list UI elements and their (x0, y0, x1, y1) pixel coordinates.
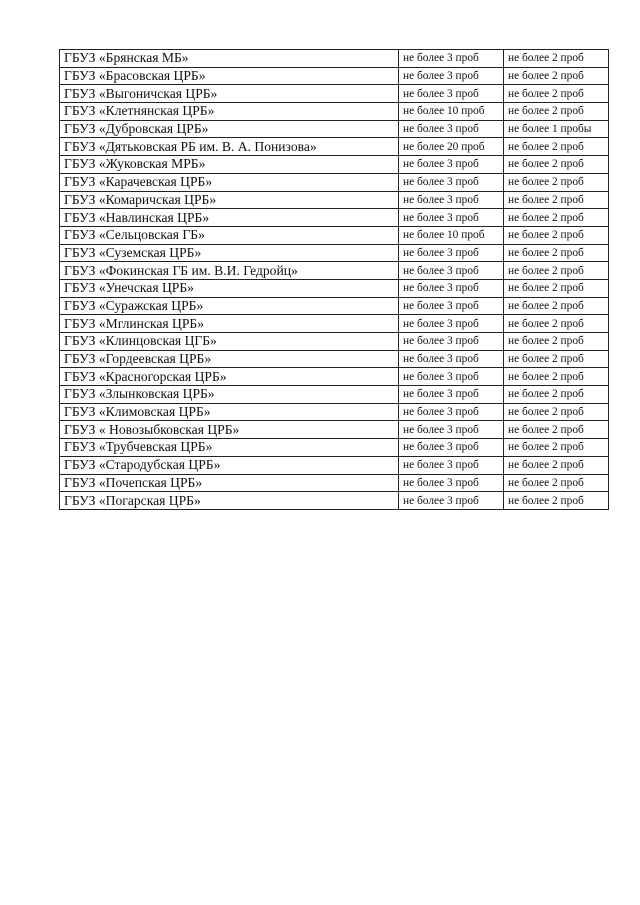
table-row (60, 315, 609, 333)
organization-name-cell: ГБУЗ «Унечская ЦРБ» (60, 279, 399, 297)
limit-cell-1: не более 3 проб (399, 67, 504, 85)
organization-name-cell: ГБУЗ «Трубчевская ЦРБ» (60, 439, 399, 457)
limit-cell-2: не более 2 проб (504, 262, 609, 280)
limit-cell-1: не более 3 проб (399, 262, 504, 280)
limit-cell-1: не более 3 проб (399, 209, 504, 227)
organization-name-cell: ГБУЗ «Фокинская ГБ им. В.И. Гедройц» (60, 262, 399, 280)
organization-name-cell: ГБУЗ «Почепская ЦРБ» (60, 474, 399, 492)
limit-cell-2: не более 2 проб (504, 297, 609, 315)
organization-name-cell: ГБУЗ « Новозыбковская ЦРБ» (60, 421, 399, 439)
limit-cell-1: не более 3 проб (399, 439, 504, 457)
table-row (60, 67, 609, 85)
table-row (60, 297, 609, 315)
table-row (60, 191, 609, 209)
limit-cell-2: не более 2 проб (504, 421, 609, 439)
organization-name-cell: ГБУЗ «Суражская ЦРБ» (60, 297, 399, 315)
table-row (60, 138, 609, 156)
table-row (60, 262, 609, 280)
limit-cell-1: не более 3 проб (399, 120, 504, 138)
table-row (60, 368, 609, 386)
limit-cell-2: не более 2 проб (504, 50, 609, 68)
organization-name-cell: ГБУЗ «Комаричская ЦРБ» (60, 191, 399, 209)
limit-cell-1: не более 3 проб (399, 191, 504, 209)
limit-cell-1: не более 3 проб (399, 492, 504, 510)
limit-cell-1: не более 3 проб (399, 173, 504, 191)
limit-cell-1: не более 10 проб (399, 226, 504, 244)
limit-cell-2: не более 2 проб (504, 403, 609, 421)
limit-cell-1: не более 3 проб (399, 350, 504, 368)
limit-cell-2: не более 2 проб (504, 138, 609, 156)
limit-cell-2: не более 2 проб (504, 226, 609, 244)
limit-cell-2: не более 2 проб (504, 191, 609, 209)
table-row (60, 421, 609, 439)
limit-cell-2: не более 2 проб (504, 315, 609, 333)
organization-name-cell: ГБУЗ «Выгоничская ЦРБ» (60, 85, 399, 103)
organization-name-cell: ГБУЗ «Клинцовская ЦГБ» (60, 333, 399, 351)
limit-cell-2: не более 1 пробы (504, 120, 609, 138)
table-row (60, 120, 609, 138)
document-page (59, 49, 609, 510)
limit-cell-2: не более 2 проб (504, 173, 609, 191)
organization-name-cell: ГБУЗ «Злынковская ЦРБ» (60, 386, 399, 404)
table-row (60, 474, 609, 492)
table-row (60, 439, 609, 457)
organization-name-cell: ГБУЗ «Гордеевская ЦРБ» (60, 350, 399, 368)
table-row (60, 103, 609, 121)
table-row (60, 173, 609, 191)
limit-cell-1: не более 3 проб (399, 315, 504, 333)
limit-cell-2: не более 2 проб (504, 279, 609, 297)
table-row (60, 403, 609, 421)
limit-cell-2: не более 2 проб (504, 350, 609, 368)
limit-cell-2: не более 2 проб (504, 156, 609, 174)
limit-cell-1: не более 3 проб (399, 156, 504, 174)
organization-name-cell: ГБУЗ «Карачевская ЦРБ» (60, 173, 399, 191)
limit-cell-2: не более 2 проб (504, 386, 609, 404)
limit-cell-1: не более 20 проб (399, 138, 504, 156)
table-row (60, 279, 609, 297)
limit-cell-1: не более 3 проб (399, 297, 504, 315)
organization-name-cell: ГБУЗ «Суземская ЦРБ» (60, 244, 399, 262)
limit-cell-1: не более 3 проб (399, 368, 504, 386)
limit-cell-1: не более 3 проб (399, 279, 504, 297)
organization-name-cell: ГБУЗ «Дятьковская РБ им. В. А. Понизова» (60, 138, 399, 156)
limit-cell-1: не более 3 проб (399, 333, 504, 351)
limit-cell-2: не более 2 проб (504, 368, 609, 386)
limit-cell-2: не более 2 проб (504, 474, 609, 492)
table-row (60, 333, 609, 351)
limit-cell-1: не более 3 проб (399, 421, 504, 439)
table-row (60, 244, 609, 262)
limit-cell-2: не более 2 проб (504, 439, 609, 457)
limit-cell-1: не более 10 проб (399, 103, 504, 121)
limit-cell-1: не более 3 проб (399, 85, 504, 103)
limit-cell-2: не более 2 проб (504, 85, 609, 103)
table-row (60, 350, 609, 368)
limit-cell-2: не более 2 проб (504, 103, 609, 121)
limit-cell-1: не более 3 проб (399, 386, 504, 404)
organization-name-cell: ГБУЗ «Жуковская МРБ» (60, 156, 399, 174)
limit-cell-1: не более 3 проб (399, 456, 504, 474)
table-body (60, 50, 609, 510)
table-row (60, 50, 609, 68)
limit-cell-2: не более 2 проб (504, 244, 609, 262)
organization-name-cell: ГБУЗ «Дубровская ЦРБ» (60, 120, 399, 138)
limit-cell-2: не более 2 проб (504, 456, 609, 474)
limit-cell-1: не более 3 проб (399, 403, 504, 421)
limit-cell-1: не более 3 проб (399, 244, 504, 262)
limit-cell-2: не более 2 проб (504, 492, 609, 510)
organization-name-cell: ГБУЗ «Мглинская ЦРБ» (60, 315, 399, 333)
organization-name-cell: ГБУЗ «Красногорская ЦРБ» (60, 368, 399, 386)
organization-name-cell: ГБУЗ «Навлинская ЦРБ» (60, 209, 399, 227)
table-row (60, 226, 609, 244)
limit-cell-1: не более 3 проб (399, 474, 504, 492)
organization-name-cell: ГБУЗ «Брянская МБ» (60, 50, 399, 68)
table-row (60, 209, 609, 227)
organization-name-cell: ГБУЗ «Сельцовская ГБ» (60, 226, 399, 244)
organization-name-cell: ГБУЗ «Брасовская ЦРБ» (60, 67, 399, 85)
table-row (60, 456, 609, 474)
limit-cell-2: не более 2 проб (504, 333, 609, 351)
table-row (60, 156, 609, 174)
organization-name-cell: ГБУЗ «Клетнянская ЦРБ» (60, 103, 399, 121)
organization-name-cell: ГБУЗ «Стародубская ЦРБ» (60, 456, 399, 474)
table-row (60, 492, 609, 510)
table-row (60, 386, 609, 404)
limit-cell-2: не более 2 проб (504, 67, 609, 85)
limit-cell-2: не более 2 проб (504, 209, 609, 227)
table-row (60, 85, 609, 103)
organization-name-cell: ГБУЗ «Климовская ЦРБ» (60, 403, 399, 421)
organization-name-cell: ГБУЗ «Погарская ЦРБ» (60, 492, 399, 510)
limit-cell-1: не более 3 проб (399, 50, 504, 68)
limits-table (59, 49, 609, 510)
